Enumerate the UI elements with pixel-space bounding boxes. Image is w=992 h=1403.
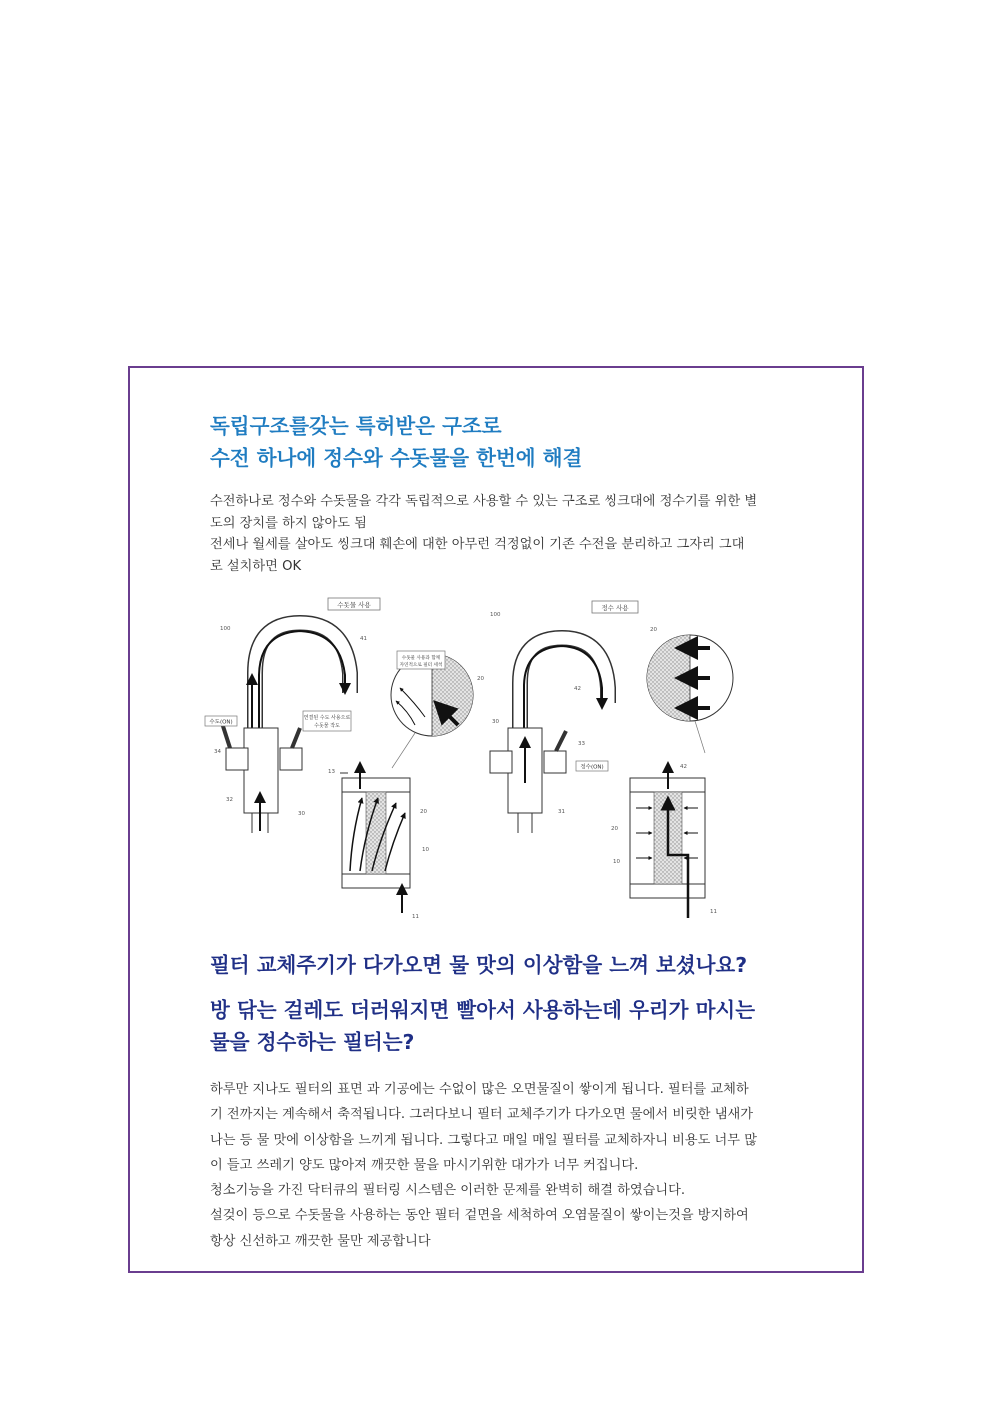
right-lever: [556, 731, 566, 751]
ref-label: 11: [412, 914, 419, 920]
body-line: 청소기능을 가진 닥터큐의 필터링 시스템은 이러한 문제를 완벽히 해결 하였습니다.: [210, 1183, 686, 1199]
title-line-1: 독립구조를갖는 특허받은 구조로: [210, 414, 502, 438]
left-lever: [222, 723, 230, 748]
section-heading-2: [210, 994, 830, 1058]
left-note-label: 수돗물 작도: [314, 723, 340, 729]
intro-line: 로 설치하면 OK: [210, 558, 302, 574]
left-faucet-handle: [226, 748, 248, 770]
ref-label: 10: [422, 847, 429, 853]
ref-label: 11: [710, 909, 717, 915]
ref-label: 33: [578, 741, 585, 747]
left-figure: [205, 598, 484, 920]
left-bubble-label: 수돗물 사용과 함께: [401, 656, 441, 661]
left-valve-label: 수도(ON): [209, 719, 233, 726]
ref-label: 30: [492, 719, 499, 725]
body-line: 기 전까지는 계속해서 축적됩니다. 그러다보니 필터 교체주기가 다가오면 물에서 비릿한 냄새가: [210, 1107, 753, 1123]
body-paragraph: [210, 1077, 815, 1254]
section-heading-1: 필터 교체주기가 다가오면 물 맛의 이상함을 느껴 보셨나요?: [210, 953, 748, 977]
ref-label: 13: [328, 769, 335, 775]
ref-label: 20: [650, 627, 657, 633]
right-caption: 정수 사용: [601, 604, 629, 612]
heading-line: 방 닦는 걸레도 더러워지면 빨아서 사용하는데 우리가 마시는: [210, 998, 756, 1022]
intro-line: 도의 장치를 하지 않아도 됨: [210, 515, 367, 531]
title-line-2: 수전 하나에 정수와 수돗물을 한번에 해결: [210, 446, 583, 470]
left-faucet-knob: [280, 748, 302, 770]
ref-label: 32: [226, 797, 233, 803]
heading-line: 물을 정수하는 필터는?: [210, 1030, 415, 1054]
ref-label: 34: [214, 749, 221, 755]
body-line: 이 들고 쓰레기 양도 많아져 깨끗한 물을 마시기위한 대가가 너무 커집니다.: [210, 1157, 639, 1173]
ref-label: 42: [574, 686, 581, 692]
intro-line: 수전하나로 정수와 수돗물을 각각 독립적으로 사용할 수 있는 구조로 씽크대에 정수기를 위한 별: [210, 494, 758, 509]
body-line: 설겆이 등으로 수돗물을 사용하는 동안 필터 겉면을 세척하여 오염물질이 쌓이는것을 방지하여: [210, 1208, 749, 1224]
body-line: 나는 등 물 맛에 이상함을 느끼게 됩니다. 그렇다고 매일 매일 필터를 교체하자니 비용도 너무 많: [210, 1132, 757, 1148]
left-bubble-label: 자연적으로 필터 세척: [399, 663, 443, 668]
body-line: 항상 신선하고 깨끗한 물만 제공합니다: [210, 1233, 431, 1249]
right-valve-label: 정수(ON): [580, 764, 604, 771]
ref-label: 100: [220, 626, 231, 632]
page-title: [210, 410, 810, 474]
ref-label: 100: [490, 612, 501, 618]
ref-label: 31: [558, 809, 565, 815]
ref-label: 30: [298, 811, 305, 817]
ref-label: 20: [477, 676, 484, 682]
ref-label: 41: [360, 636, 367, 642]
ref-label: 20: [611, 826, 618, 832]
right-figure: [490, 601, 733, 918]
intro-paragraph: [210, 491, 810, 577]
ref-label: 42: [680, 764, 687, 770]
ref-label: 10: [613, 859, 620, 865]
left-note-label: 연결된 수도 사용으로: [303, 715, 351, 721]
patent-diagram: [200, 593, 760, 933]
ref-label: 20: [420, 809, 427, 815]
left-lever-2: [292, 728, 300, 748]
body-line: 하루만 지나도 필터의 표면 과 기공에는 수없이 많은 오면물질이 쌓이게 됩니다. 필터를 교체하: [210, 1082, 749, 1097]
left-caption: 수돗물 사용: [337, 601, 371, 609]
content-card: [128, 366, 864, 1273]
intro-line: 전세나 월세를 살아도 씽크대 훼손에 대한 아무런 걱정없이 기존 수전을 분리하고 그자리 그대: [210, 537, 745, 552]
